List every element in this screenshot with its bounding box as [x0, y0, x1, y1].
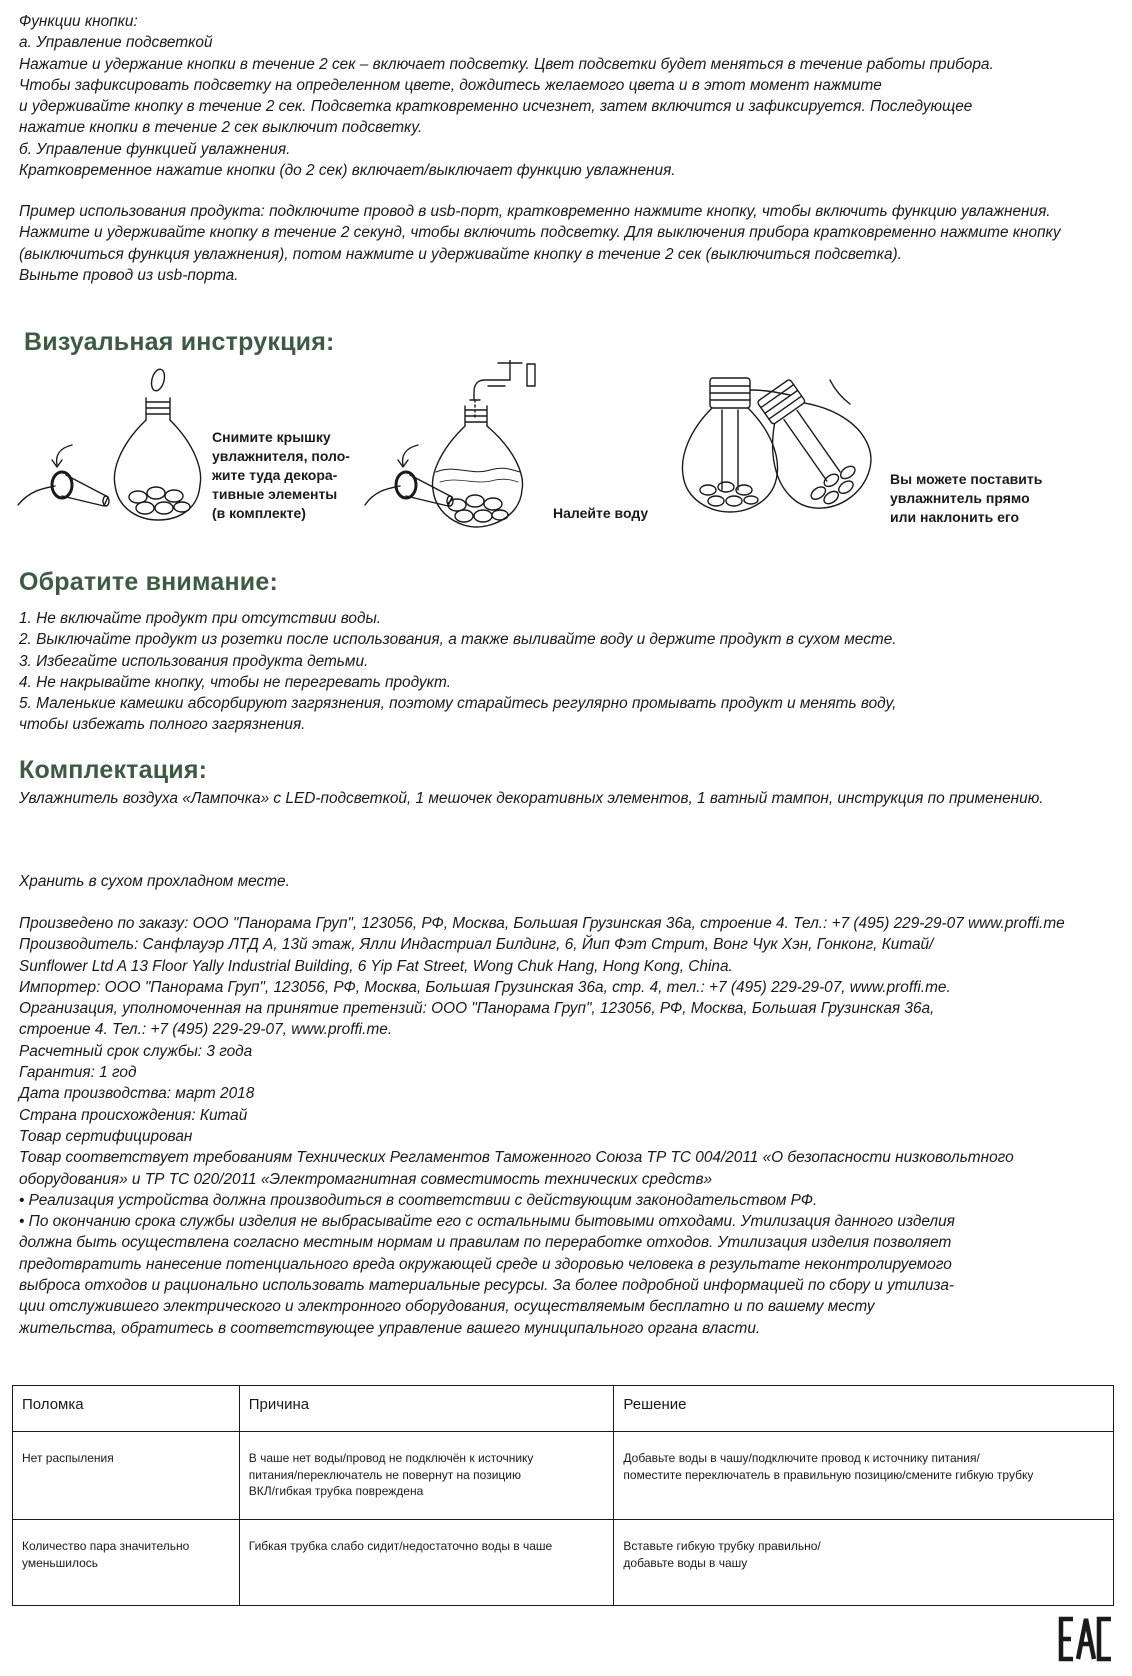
maker-line: Гарантия: 1 год: [19, 1064, 137, 1082]
example-line: Нажмите и удерживайте кнопку в течение 2 секунд, чтобы включить подсветку. Для выключения прибора кратковременно нажмите кнопку: [19, 224, 1061, 242]
decorative-stones: [448, 495, 508, 522]
cell-line: добавьте воды в чашу: [623, 1555, 748, 1570]
kit-text: [19, 788, 1044, 809]
maker-line: Товар соответствует требованиям Технических Регламентов Таможенного Союза ТР ТС 004/2011 «О безопасности низковольтного: [19, 1149, 1014, 1167]
maker-line: Расчетный срок службы: 3 года: [19, 1042, 253, 1060]
cell-line: уменьшилось: [22, 1555, 99, 1570]
caption-line: Налейте воду: [553, 505, 649, 521]
water-tap-illustration: [470, 360, 535, 420]
usage-example-block: [19, 201, 1061, 286]
maker-line: ции отслужившего электрического и электронного оборудования, осуществляемым бесплатно и по вашему месту: [19, 1298, 875, 1316]
maker-line: выброса отходов и рационально использовать материальные ресурсы. За более подробной информацией по сбору и утилиза-: [19, 1277, 955, 1295]
cell-line: Количество пара значительно: [22, 1539, 190, 1553]
arrow-down-icon: [403, 445, 418, 465]
caption-line: жите туда декора-: [212, 467, 338, 483]
attention-item: 1. Не включайте продукт при отсутствии воды.: [19, 610, 382, 627]
cell-line: поместите переключатель в правильную позицию/смените гибкую трубку: [623, 1467, 1034, 1482]
eac-certification-mark-icon: [1058, 1616, 1114, 1662]
example-line: (выключиться функция увлажнения), потом нажмите и удерживайте кнопку в течение 2 сек (выключиться подсветка).: [19, 245, 902, 263]
cell-line: В чаше нет воды/провод не подключён к источнику: [248, 1451, 534, 1465]
maker-line: строение 4. Тел.: +7 (495) 229-29-07, www.proffi.me.: [19, 1021, 393, 1039]
maker-line: Импортер: ООО "Панорама Груп", 123056, РФ, Москва, Большая Грузинская 36а, стр. 4, тел.: +7 (495) 229-29-07, www.proffi.me.: [19, 978, 951, 996]
cell-line: ВКЛ/гибкая трубка повреждена: [248, 1484, 424, 1498]
table-row: [13, 1520, 1114, 1606]
attention-item: 3. Избегайте использования продукта детьми.: [19, 652, 369, 670]
cap-with-cable-illustration: [365, 445, 453, 506]
kit-line: Увлажнитель воздуха «Лампочка» с LED-подсветкой, 1 мешочек декоративных элементов, 1 ватный тампон, инструкция по применению.: [19, 790, 1044, 807]
maker-line: предотвратить нанесение потенциального вреда окружающей среде и здоровью человека в результате неконтролируемого: [19, 1255, 952, 1273]
storage-line: Хранить в сухом прохладном месте.: [19, 873, 290, 890]
functions-line: нажатие кнопки в течение 2 сек выключит подсветку.: [19, 119, 423, 137]
caption-line: тивные элементы: [212, 486, 338, 502]
attention-item: 4. Не накрывайте кнопку, чтобы не перегревать продукт.: [19, 673, 451, 691]
maker-line: жительства, обратитесь в соответствующее управление вашего муниципального органа власти.: [19, 1319, 761, 1337]
functions-line: и удерживайте кнопку в течение 2 сек. Подсветка кратковременно исчезнет, затем включится и зафиксируется. Последующее: [19, 98, 973, 116]
caption-line: или наклонить его: [890, 509, 1020, 525]
visual-instruction-illustrations: [0, 360, 1132, 540]
caption-line: Вы можете поставить: [890, 471, 1043, 487]
caption-line: Снимите крышку: [212, 429, 331, 445]
troubleshooting-table: [12, 1385, 1114, 1606]
maker-line: Товар сертифицирован: [19, 1127, 193, 1145]
table-row: [13, 1432, 1114, 1520]
solution-cell: [614, 1520, 1114, 1606]
step3-caption: [890, 470, 1042, 527]
example-line: Пример использования продукта: подключите провод в usb-порт, кратковременно нажмите кнопку, чтобы включить функцию увлажнения.: [19, 203, 1051, 220]
step2-caption: [553, 504, 648, 523]
column-header-problem: Поломка: [13, 1386, 240, 1432]
attention-item: 5. Маленькие камешки абсорбируют загрязнения, поэтому старайтесь регулярно промывать продукт и менять воду,: [19, 695, 897, 713]
manufacturer-info: [19, 913, 1065, 1339]
cap-with-cable-illustration: [18, 445, 109, 506]
cell-line: Гибкая трубка слабо сидит/недостаточно воды в чаше: [248, 1539, 553, 1553]
maker-line: • Реализация устройства должна производиться в соответствии с действующим законодательством РФ.: [19, 1191, 818, 1209]
functions-line: а. Управление подсветкой: [19, 34, 213, 52]
maker-line: Sunflower Ltd A 13 Floor Yally Industrial Building, 6 Yip Fat Street, Wong Chuk Hang, Hong Kong, China.: [19, 957, 733, 975]
problem-cell: [13, 1520, 240, 1606]
bulb-filling-illustration: [432, 406, 522, 527]
functions-line: Кратковременное нажатие кнопки (до 2 сек) включает/выключает функцию увлажнения.: [19, 162, 676, 180]
maker-line: Страна происхождения: Китай: [19, 1106, 248, 1124]
maker-line: Организация, уполномоченная на принятие претензий: ООО "Панорама Груп", 123056, РФ, Москва, Большая Грузинская 36а,: [19, 1000, 935, 1018]
storage-note: [19, 871, 290, 892]
cause-cell: [239, 1432, 614, 1520]
cause-cell: [239, 1520, 614, 1606]
step1-caption: [212, 428, 350, 523]
decorative-stones: [700, 482, 758, 506]
cell-line: питания/переключатель не повернут на позицию: [248, 1467, 521, 1482]
column-header-cause: Причина: [239, 1386, 614, 1432]
attention-item: чтобы избежать полного загрязнения.: [19, 716, 306, 734]
functions-line: Нажатие и удержание кнопки в течение 2 сек – включает подсветку. Цвет подсветки будет меняться в течение работы прибора.: [19, 55, 994, 73]
caption-line: (в комплекте): [212, 505, 306, 521]
arrow-down-icon: [57, 445, 72, 465]
caption-line: увлажнитель прямо: [890, 490, 1030, 506]
visual-instruction-heading: Визуальная инструкция:: [24, 328, 335, 356]
functions-title: Функции кнопки:: [19, 13, 138, 30]
attention-list: [19, 608, 897, 736]
attention-item: 2. Выключайте продукт из розетки после использования, а также выливайте воду и держите продукт в сухом месте.: [19, 631, 897, 649]
bulb-with-stones-illustration: [114, 368, 200, 520]
maker-line: Производитель: Санфлауэр ЛТД А, 13й этаж, Ялли Индастриал Билдинг, 6, Йип Фэт Стрит, Вонг Чук Хэн, Гонконг, Китай/: [19, 936, 934, 954]
decorative-stones: [129, 487, 190, 514]
cell-line: Добавьте воды в чашу/подключите провод к источнику питания/: [623, 1451, 980, 1465]
solution-cell: [614, 1432, 1114, 1520]
functions-line: б. Управление функцией увлажнения.: [19, 140, 291, 158]
example-line: Выньте провод из usb-порта.: [19, 266, 239, 284]
button-functions-block: [19, 11, 994, 181]
maker-line: • По окончанию срока службы изделия не выбрасывайте его с остальными бытовыми отходами. Утилизация данного изделия: [19, 1213, 955, 1231]
functions-line: Чтобы зафиксировать подсветку на определенном цвете, дождитесь желаемого цвета и в этот момент нажмите: [19, 76, 882, 94]
maker-line: Дата производства: март 2018: [19, 1085, 255, 1103]
caption-line: увлажнителя, поло-: [212, 448, 350, 464]
maker-line: должна быть осуществлена согласно местным нормам и правилам по переработке отходов. Утилизация изделия позволяет: [19, 1234, 952, 1252]
maker-line: Произведено по заказу: ООО "Панорама Груп", 123056, РФ, Москва, Большая Грузинская 36а, строение 4. Тел.: +7 (495) 229-29-07 www.proffi.me: [19, 915, 1065, 932]
problem-cell: [13, 1432, 240, 1520]
attention-heading: Обратите внимание:: [19, 568, 278, 596]
cell-line: Нет распыления: [22, 1451, 114, 1465]
table-header-row: [13, 1386, 1114, 1432]
maker-line: оборудования» и ТР ТС 020/2011 «Электромагнитная совместимость технических средств»: [19, 1170, 713, 1188]
cell-line: Вставьте гибкую трубку правильно/: [623, 1539, 821, 1553]
column-header-solution: Решение: [614, 1386, 1114, 1432]
kit-heading: Комплектация:: [19, 756, 208, 784]
